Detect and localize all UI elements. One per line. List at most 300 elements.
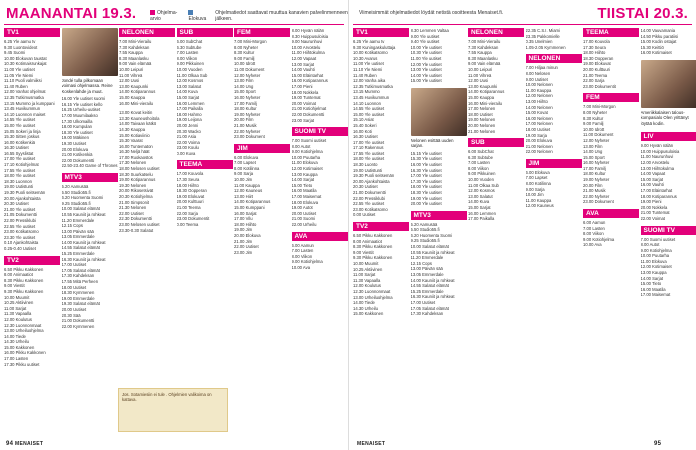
program-entry: 23.00 Kotikatsomo <box>353 206 388 212</box>
program-entry: 17.00 Lasten <box>4 356 29 362</box>
listing-column <box>119 28 175 434</box>
program-entry: 11.00 Yle uutiset <box>410 55 442 61</box>
program-entry: 21.00 Kotiohjelmat <box>291 106 327 112</box>
program-entry: 18.30 Luonto <box>353 162 378 168</box>
channel-block <box>641 132 696 225</box>
channel-heading: FEM <box>234 28 290 37</box>
program-entry: 12.00 Kosmos <box>468 188 495 194</box>
program-entry: 9.00 Vain elämää <box>468 61 501 67</box>
program-entry: 10.00 Salatut elämät <box>410 244 449 250</box>
program-entry: 16.25 Urheilu-uutiset <box>61 107 101 113</box>
program-entry: 14.30 Kauppa <box>119 126 146 132</box>
program-entry: 11.00 Kauppa <box>525 197 552 203</box>
program-entry: 19.00 Mäkinen <box>61 135 89 141</box>
program-entry: 19.00 Nyheter <box>234 111 261 117</box>
program-entry: 16.00 Yle uutiset <box>410 161 442 167</box>
program-entry: 20.30 Sää <box>61 312 81 318</box>
program-entry: 10.00 Muumit <box>4 294 30 300</box>
program-entry: 21.00 Nelonen <box>525 143 553 149</box>
block-gap <box>4 367 60 371</box>
channel-block <box>292 28 348 127</box>
program-entry: 23.30-0.30 Salatut <box>119 227 154 233</box>
program-entry: 15.00 Yle uutiset <box>410 78 442 84</box>
legend-item: Elokuva <box>188 10 210 22</box>
program-entry: 18.00 Hiihto <box>176 182 199 188</box>
channel-heading: MTV3 <box>411 211 467 220</box>
program-entry: 17.00 Yle uutiset <box>4 156 36 162</box>
header-rule <box>353 24 692 25</box>
program-entry: 22.00 Nelonen <box>525 149 553 155</box>
program-entry: 13.00 Urheiluohjelma <box>4 328 44 334</box>
program-entry: 10.00 Nelonen <box>525 82 553 88</box>
program-entry: 22.35 C.S.I. Miami <box>525 28 560 33</box>
program-entry: 12.00 Vanhat ohjelmat <box>4 89 46 95</box>
program-entry: 14.00 Nelonen <box>525 104 553 110</box>
program-entry: 12.30 Luonnonmaat <box>353 288 391 294</box>
program-entry: 18.00 Uutiset <box>525 126 551 132</box>
program-entry: 12.00 Kotimaiset <box>291 166 323 172</box>
program-entry: 22.00 Dokumentti <box>291 111 325 117</box>
photo-caption: Nelonen esittää uuden sarjan. <box>410 137 454 149</box>
program-entry: 14.00 Kuva <box>176 89 198 95</box>
channel-block <box>119 28 175 110</box>
listing-column <box>583 28 639 434</box>
program-entry: 9.00 Vain elämää <box>119 61 152 67</box>
program-entry: 8.30 Kultur <box>234 50 255 56</box>
program-entry: 16.00 Nyheter <box>583 160 610 166</box>
block-gap <box>411 317 467 321</box>
program-entry: 16.00 Lemmen <box>176 100 205 106</box>
program-entry: 10.00 Idrott <box>234 61 256 67</box>
program-entry: 12.00 Uusi <box>468 78 489 84</box>
program-entry: 6.00 Aamun <box>583 220 606 226</box>
program-entry: 21.00 Musik <box>234 122 257 128</box>
channel-heading: TV2 <box>4 256 60 265</box>
program-entry: 17.30 Pikku uutiset <box>4 361 40 367</box>
day-title: MAANANTAI 19.3. <box>6 5 137 22</box>
program-entry: 16.30 Uutiset <box>353 134 378 140</box>
program-entry: 18.30 Kymmenen <box>61 290 95 296</box>
program-entry: 17.30 Kahdeksan <box>410 311 444 317</box>
program-entry: 18.00 Kultur <box>583 171 606 177</box>
program-entry: 15.00 Kauppa <box>119 94 146 100</box>
program-entry: 10.00 Ava <box>583 242 602 248</box>
program-entry: 22.00 Uutiset <box>234 244 259 250</box>
ad-text: Jos. Sotamiesiin ei tule . Ohjelmien valikoima on kattava. <box>122 392 212 403</box>
program-entry: 10.00 Arvostelu <box>291 44 321 50</box>
block-gap <box>468 222 524 226</box>
program-entry: 15.00 Eläintarhat <box>291 72 324 78</box>
program-entry: 14.10 Luonnon maiset <box>4 111 46 117</box>
program-entry: 11.00 Vihreä <box>468 72 492 78</box>
program-entry: 7.00 Suomi uutiset <box>291 138 327 144</box>
program-entry: 19.00 Jim <box>234 227 253 233</box>
program-entry: 17.00 Paikalla <box>176 106 203 112</box>
program-entry: 20.00 Uutiset <box>291 210 317 216</box>
program-entry: 18.30 Suurkatselu <box>119 171 153 177</box>
program-entry: 13.00 Kauppa <box>291 171 318 177</box>
channel-heading: TV2 <box>353 222 409 231</box>
program-entry: 11.00 Kauppa <box>525 87 552 93</box>
program-entry: 15.30 Vaarat <box>119 138 143 144</box>
program-entry: 23.00 Nelosen uutiset <box>119 222 160 227</box>
magazine-name: MENAISET <box>14 441 44 447</box>
program-entry: 7.00 Lasten <box>583 225 605 231</box>
program-entry: 20.00 Kulttuuri <box>176 199 204 205</box>
program-entry: 10.00 Huippusuloisia <box>640 148 680 154</box>
program-entry: 18.00 Yle uutiset <box>410 184 442 190</box>
program-entry: 8.30 Pikku Kakkonen <box>353 244 393 250</box>
program-entry: 11.10 Yle Niemi <box>353 66 383 72</box>
program-entry: 7.00 Mini-Morgon <box>234 39 267 44</box>
program-entry: 20.30 Uutiset <box>4 201 29 207</box>
program-entry: 5.50 Studio55.fi <box>61 189 91 195</box>
program-entry: 23.30 Yle uutiset <box>4 234 36 240</box>
program-entry: 20.00 Elokuva <box>61 146 89 152</box>
program-entry: 23.00 Sarjat <box>291 117 315 123</box>
program-entry: 19.00 Nyheter <box>583 177 610 183</box>
program-entry: 22.00 Dokumentti <box>61 157 95 163</box>
program-entry: 22.00 Uutiset <box>119 210 144 216</box>
program-entry: 8.00 Nyheter <box>583 109 607 115</box>
program-entry: 19.00 Sarja <box>525 132 547 138</box>
program-entry: 7.00 Mini-Vierailu <box>468 39 501 44</box>
program-entry: 7.00 Lasten <box>468 160 490 166</box>
program-entry: 8.00 Autot <box>640 242 660 248</box>
program-entry: 12.30 Luonnonmaat <box>4 322 42 328</box>
program-entry: 15.30 Keittiö <box>640 44 664 50</box>
program-entry: 16.00 Maatila <box>291 188 317 194</box>
program-entry: 9.00 Pikkuinen <box>176 61 204 67</box>
program-entry: 17.30 Kahdeksan <box>61 273 95 279</box>
program-entry: 13.45 Huvikummun <box>353 94 390 100</box>
program-entry: 9.00 Kotiohjelma <box>291 259 323 265</box>
program-entry: 10.00 Leipuri <box>468 66 493 72</box>
program-entry: 15.00 Sport <box>583 154 605 160</box>
listing-column <box>234 28 290 434</box>
program-entry: 16.30 Kauniit ja rohkeat <box>61 256 106 262</box>
channel-heading: AVA <box>583 209 639 218</box>
program-entry: 18.00 Kumpulan <box>61 124 92 130</box>
program-entry: 16.00 Tuntematon <box>119 143 153 149</box>
program-entry: 6.00 Aamun <box>291 242 314 248</box>
channel-block <box>411 211 467 321</box>
program-entry: 12.00 Kauneus <box>525 203 554 209</box>
program-entry: 10.55 Kauniit ja rohkeat <box>61 211 106 217</box>
program-entry: 18.30 Yle uutiset <box>61 129 93 135</box>
program-entry: 0.00 Kuva <box>176 150 196 156</box>
program-entry: 17.05 Salatut elämät <box>410 305 449 311</box>
program-entry: 22.55 Yle uutiset <box>353 201 385 207</box>
program-entry: 17.00 Maisemat <box>640 292 671 298</box>
block-gap <box>641 298 696 302</box>
program-entry: 17.00 Ruokaostos <box>119 154 153 160</box>
program-entry: 9.25 Studio55.fi <box>61 200 91 206</box>
program-entry: 18.00 Kultur <box>234 106 257 112</box>
program-entry: 11.20 Emmerdale <box>410 255 444 261</box>
channel-heading: SUB <box>177 28 233 37</box>
right-page <box>348 0 696 450</box>
program-entry: 16.00 Kotimaiset <box>640 50 672 56</box>
program-entry: 8.00 Viikon <box>176 55 198 61</box>
program-entry: 15.00 Kodin ostajat <box>640 39 677 45</box>
program-entry: 15.25 Emmerdale <box>61 251 95 257</box>
program-entry: 20.00 Nelonen <box>468 122 496 128</box>
program-entry: 5.20 Aamusää <box>61 183 89 189</box>
channel-block <box>526 54 582 159</box>
program-entry: 11.00 Dokument <box>583 132 614 138</box>
program-entry: 9.25 Studio55.fi <box>410 238 440 244</box>
program-entry: 17.00 Yle uutiset <box>353 139 385 145</box>
program-entry: 13.15 Mummo <box>353 89 380 95</box>
program-entry: 16.00 Mini-vierailu <box>468 100 502 106</box>
program-entry: 10.00 Kotikatsomo <box>353 50 388 56</box>
program-entry: 15.00 Sarjat <box>640 176 664 182</box>
block-gap <box>177 227 233 231</box>
channel-heading: TEEMA <box>177 160 233 169</box>
program-entry: 22.00 Nyheter <box>583 193 610 199</box>
listing-column <box>526 28 582 434</box>
program-entry: 19.00 Yle uutiset <box>410 195 442 201</box>
program-entry: 8.30 Huippusuloisia <box>291 33 329 39</box>
program-entry: 21.00 Tuntemat <box>640 210 670 216</box>
program-entry: 20.00 Kulttuuri <box>583 66 611 72</box>
program-entry: 22.00 Pressiklubi <box>4 218 36 223</box>
channel-block <box>583 28 639 93</box>
program-entry: 9.30 Kuningaskuluttaja <box>353 44 396 50</box>
block-gap <box>292 271 348 275</box>
program-entry: 13.00 Film <box>234 78 254 84</box>
program-photo <box>641 60 696 108</box>
program-entry: 19.30 Nelonen <box>119 182 147 188</box>
program-entry: 16.30 Kauniit ja rohkeat <box>410 294 455 300</box>
channel-block <box>468 28 524 138</box>
program-entry: 14.50 Pikku paratiisi <box>640 33 678 39</box>
program-entry: 21.00 Teema <box>583 72 608 78</box>
program-entry: 23.00 Dokument <box>583 199 614 205</box>
program-entry: 9.00 Kotiohjelma <box>583 236 615 242</box>
program-entry: 12.35 Tutkimusmatka <box>353 83 393 89</box>
program-entry: 11.40 Ruben <box>4 83 28 89</box>
program-entry: 15.00 Tieto <box>640 281 662 287</box>
program-entry: 22.00 Voima <box>176 139 200 145</box>
listing-column <box>177 28 233 434</box>
program-entry: 6.00 Elokuva <box>525 169 550 175</box>
program-entry: 13.00 Kovat keitin <box>119 110 153 116</box>
program-entry: 8.00 Kotilinna <box>525 181 551 187</box>
program-entry: 15.00 Kumppani <box>234 205 265 211</box>
program-entry: 0.10 Ajankohtaista <box>4 240 39 246</box>
program-entry: 13.00 Yle uutiset <box>410 67 442 73</box>
channel-block <box>4 256 60 372</box>
program-entry: 13.45 Huvikummun <box>4 106 41 112</box>
program-entry: 17.10 Kotiohjelmat <box>4 162 39 168</box>
legend-item: Viimeisimmät ohjelmatiedot löydät netistä osoitteesta Menaiset.fi. <box>359 10 504 16</box>
program-entry: 21.00 Simpsonit <box>119 199 150 205</box>
program-entry: 22.50-23.40 Game of Thrones <box>61 163 118 169</box>
program-entry: 14.00 Vauvamania <box>640 28 676 33</box>
program-entry: 6.00 SubChat <box>176 39 203 44</box>
program-entry: 11.20 Emmerdale <box>61 217 95 223</box>
program-entry: 16.00 Nelonen <box>525 115 553 121</box>
program-entry: 16.00 Lemmen <box>468 210 496 216</box>
program-entry: 19.30 Salatut elämät <box>61 301 100 307</box>
program-entry: 8.30 Kultur <box>583 115 604 121</box>
program-entry: 11.00 Vihreä <box>119 72 143 78</box>
program-entry: 17.00 Uutiset <box>410 300 436 305</box>
program-entry: 17.00 Nelonen <box>468 106 496 112</box>
channel-block <box>353 222 409 321</box>
program-entry: 12.00 Arvostelu <box>640 159 670 165</box>
block-gap <box>119 233 175 237</box>
channel-block <box>583 93 639 209</box>
program-entry: 20.00 Rikosetsivät <box>119 188 154 194</box>
program-entry: 9.30 Pikku Kakkonen <box>353 255 393 261</box>
program-entry: 18.30 Yle uutiset <box>410 189 442 195</box>
program-entry: 18.00 Yle uutiset <box>4 173 36 179</box>
channel-block <box>292 232 348 275</box>
program-entry: 15.00 Tieto <box>291 182 313 188</box>
program-entry: 10.00 Salatut elämät <box>61 206 100 212</box>
channel-heading: SUB <box>468 138 524 147</box>
program-entry: 22.00 Sarja <box>583 78 605 84</box>
program-entry: 13.00 Päivän sää <box>61 228 94 234</box>
program-entry: 17.00 Pieni <box>291 83 313 89</box>
program-entry: 22.00 Pressiklubi <box>353 195 385 201</box>
program-entry: 19.00 Kotiparannus <box>119 177 156 183</box>
program-entry: 7.00 Lasten <box>291 248 314 254</box>
program-entry: 17.00 Yle uutiset <box>410 173 442 179</box>
program-entry: 14.00 Kotiparannus <box>234 199 271 205</box>
program-entry: 13.00 Hiirt <box>234 193 254 199</box>
program-entry: 5.50 Studio55.fi <box>410 227 440 233</box>
program-entry: 10.00 Idrott <box>583 126 605 132</box>
program-entry: 14.00 Tiede <box>353 300 375 306</box>
program-entry: 16.30 Neljä häät <box>119 149 150 155</box>
program-entry: 17.30 Seura <box>176 177 200 183</box>
channel-block <box>411 88 467 211</box>
program-entry: 21.00 Musik <box>583 188 606 194</box>
program-entry: 22.00 Voimat <box>640 215 665 221</box>
program-entry: 12.00 Uusi <box>119 78 140 84</box>
program-entry: 13.00 Film <box>583 143 603 149</box>
program-entry: 20.00 Nokkela <box>640 204 668 210</box>
program-entry: 6.25 Yle aamu tv <box>4 39 36 44</box>
program-entry: 17.00 Muumilaakso <box>61 113 98 118</box>
program-entry: 16.00 Koti <box>353 128 372 134</box>
program-entry: 20.00 Film <box>583 182 603 188</box>
program-entry: 5.20 Aamusää <box>410 221 438 227</box>
program-entry: 20.00 Uutiset <box>61 307 87 312</box>
program-entry: 9.45 Suomi <box>4 50 26 56</box>
program-entry: 7.30 Kahdeksan <box>119 44 150 50</box>
program-entry: 15.10 Asiat <box>353 117 374 123</box>
program-entry: 23.00 Dokumentit <box>176 216 210 222</box>
program-entry: 7.00 Lapset <box>234 160 256 166</box>
program-entry: 21.00 Asia <box>176 134 197 140</box>
program-entry: 18.30 Oopperan <box>176 188 207 194</box>
program-entry: 17.00 Familj <box>583 165 606 171</box>
program-entry: 14.00 Tiede <box>4 333 26 339</box>
program-entry: 18.30 Luonnon <box>4 178 32 184</box>
program-entry: 20.00 Voimat <box>291 100 316 106</box>
program-entry: 15.00 Yle uutiset <box>4 122 36 128</box>
program-entry: 12.00 Koulutus <box>353 283 381 289</box>
program-entry: 13.00 Urheiluohjelma <box>353 294 393 300</box>
program-entry: 17.30 Yle uutiset <box>410 178 442 184</box>
program-entry: 17.30 Ulkomailla <box>61 118 93 124</box>
program-entry: 14.00 Kauniit ja rohkeat <box>410 277 455 283</box>
program-entry: 10.00 Elokuvan taustat <box>4 55 47 61</box>
program-entry: 19.30 Puoli seitsemän <box>4 190 46 196</box>
block-gap <box>62 329 118 333</box>
program-entry: 7.00 Lasten <box>176 50 199 56</box>
program-entry: 16.30 Uutiset <box>4 145 29 151</box>
program-entry: 8.00 Autot <box>291 143 311 149</box>
listing-column <box>4 28 60 434</box>
program-entry: 21.00 Suomi <box>291 216 316 222</box>
channel-block <box>526 28 582 54</box>
program-entry: 13.30 Kauneushoitola <box>119 115 160 121</box>
program-entry: 17.55 Yle uutiset <box>353 150 385 156</box>
program-entry: 16.55 Syyslistat <box>4 150 34 156</box>
program-entry: 11.00 Dokument <box>234 66 265 72</box>
program-entry: 19.00 Uutistunti <box>4 184 34 190</box>
program-entry: 8.00 Viikon <box>291 253 313 259</box>
program-entry: 12.00 Koulutus <box>4 316 32 322</box>
program-entry: 18.00 Nelosen uutiset <box>119 166 160 172</box>
program-entry: 6.25 Yle aamu tv <box>353 39 385 44</box>
program-entry: 21.00 Yle uutiset <box>4 206 36 212</box>
program-entry: 20.00 Ajankohtaista <box>353 178 390 184</box>
program-entry: 10.00 Yle uutiset <box>410 44 442 50</box>
program-entry: 19.00 Uutistunti <box>353 167 383 173</box>
program-entry: 12.00 Nyheter <box>583 137 610 143</box>
program-entry: 15.00 Sport <box>234 89 256 95</box>
program-entry: 11.00 Hiihtokulma <box>291 50 325 56</box>
channel-heading: NELONEN <box>119 28 175 37</box>
day-title: TIISTAI 20.3. <box>597 5 688 22</box>
channel-heading: FEM <box>583 93 639 102</box>
channel-block <box>119 110 175 237</box>
program-entry: 9.00 Yle uutiset <box>410 33 440 39</box>
program-entry: 9.40 Yle uutiset <box>410 39 440 45</box>
channel-block <box>234 28 290 144</box>
page-footer <box>6 441 43 447</box>
program-entry: 0.35 Unelmien <box>525 39 553 45</box>
program-entry: 15.00 Kotiaviinio <box>119 132 150 138</box>
program-entry: 12.00 Vanha aika <box>353 78 386 84</box>
program-entry: 8.30 Maanlasku <box>119 55 149 61</box>
channel-block <box>62 28 118 173</box>
program-entry: 12.00 Kauneus <box>234 188 263 194</box>
program-entry: 17.00 Eläintarhat <box>640 187 673 193</box>
program-entry: 18.00 Hiihto <box>234 221 257 227</box>
program-entry: 10.00 Puutarha <box>640 253 670 259</box>
program-entry: 0.25-0.40 Uutiset <box>4 245 36 251</box>
program-entry: 11.00 Kauppa <box>234 182 260 188</box>
program-entry: 14.00 Kauniit ja rohkeat <box>61 239 106 245</box>
program-entry: 17.55 Yle uutiset <box>4 167 36 173</box>
program-entry: 14.00 Ung <box>234 83 254 89</box>
program-entry: 6.00 SubChat <box>468 149 494 155</box>
program-entry: 21.30 Nelonen <box>119 205 147 211</box>
program-entry: 16.00 Maatila <box>640 286 666 292</box>
program-entry: 9.00 Familj <box>234 55 255 61</box>
listing-column <box>641 28 696 434</box>
program-entry: 10.00 Vuoden <box>468 177 494 183</box>
listing-column <box>292 28 348 434</box>
